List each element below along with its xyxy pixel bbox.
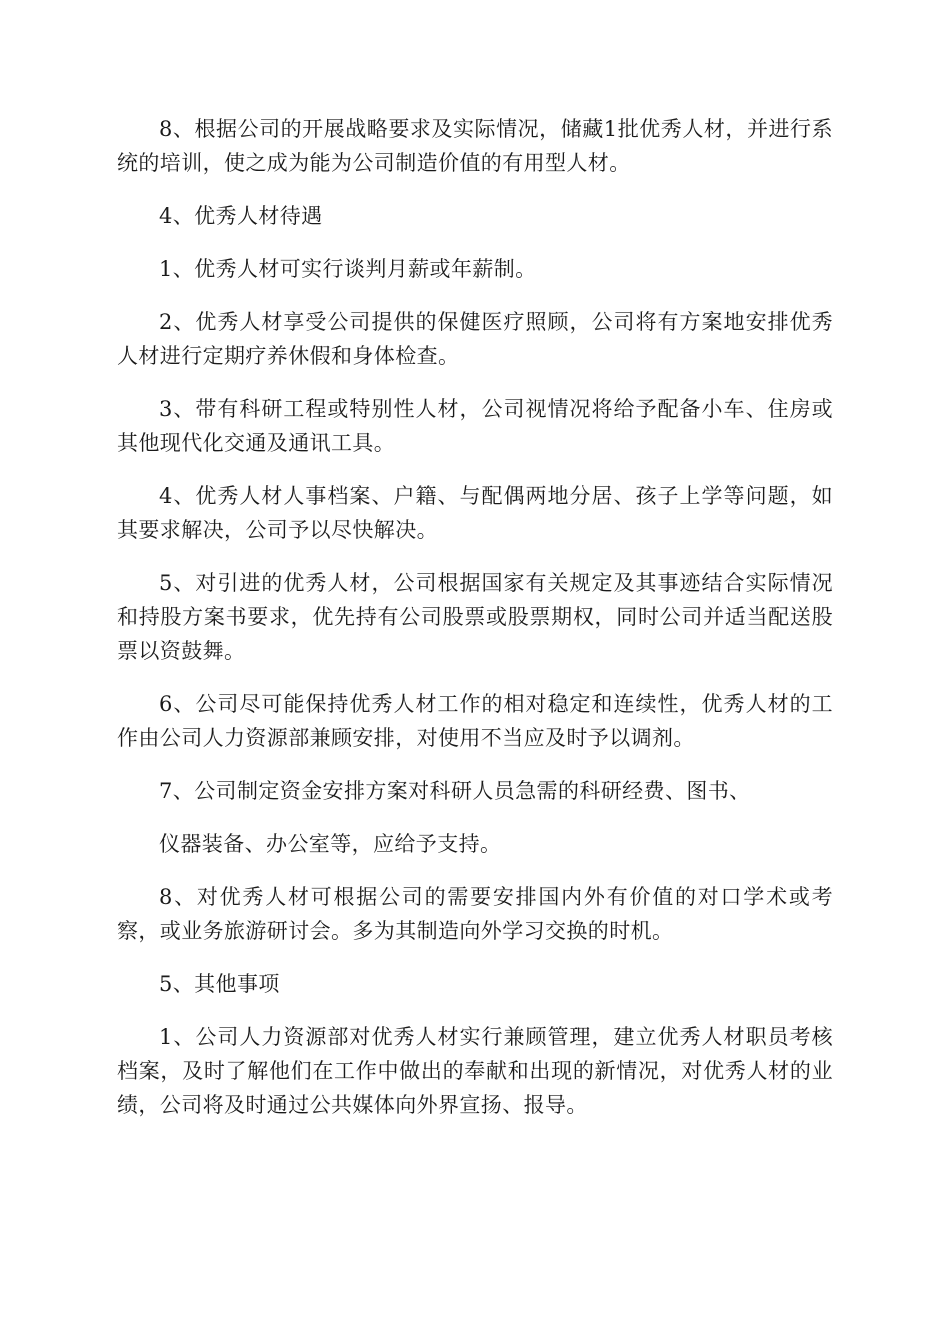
paragraph-funding-plan: 7、公司制定资金安排方案对科研人员急需的科研经费、图书、 — [159, 779, 751, 803]
section-heading-talent-treatment: 4、优秀人材待遇 — [159, 204, 323, 228]
paragraph-personnel-issues: 4、优秀人材人事档案、户籍、与配偶两地分居、孩子上学等问题，如其要求解决，公司予以尽快解决。 — [117, 484, 833, 542]
paragraph-academic-exchange: 8、对优秀人材可根据公司的需要安排国内外有价值的对口学术或考察，或业务旅游研讨会。多为其制造向外学习交换的时机。 — [117, 885, 833, 943]
document-body — [117, 112, 833, 1141]
paragraph-salary: 1、优秀人材可实行谈判月薪或年薪制。 — [159, 257, 537, 281]
paragraph-work-stability: 6、公司尽可能保持优秀人材工作的相对稳定和连续性，优秀人材的工作由公司人力资源部兼顾安排，对使用不当应及时予以调剂。 — [117, 692, 833, 750]
section-heading-other-matters: 5、其他事项 — [159, 972, 280, 996]
paragraph-equipment-support: 仪器装备、办公室等，应给予支持。 — [159, 832, 502, 856]
paragraph-reserve-talent: 8、根据公司的开展战略要求及实际情况，储藏1批优秀人材，并进行系统的培训，使之成为能为公司制造价值的有用型人材。 — [117, 117, 833, 175]
paragraph-stock-options: 5、对引进的优秀人材，公司根据国家有关规定及其事迹结合实际情况和持股方案书要求，优先持有公司股票或股票期权，同时公司并适当配送股票以资鼓舞。 — [117, 571, 833, 663]
paragraph-hr-management: 1、公司人力资源部对优秀人材实行兼顾管理，建立优秀人材职员考核档案，及时了解他们在工作中做出的奉献和出现的新情况，对优秀人材的业绩，公司将及时通过公共媒体向外界宣扬、报导。 — [117, 1025, 833, 1117]
paragraph-vehicle-housing: 3、带有科研工程或特别性人材，公司视情况将给予配备小车、住房或其他现代化交通及通讯工具。 — [117, 397, 833, 455]
paragraph-healthcare: 2、优秀人材享受公司提供的保健医疗照顾，公司将有方案地安排优秀人材进行定期疗养休假和身体检查。 — [117, 310, 833, 368]
